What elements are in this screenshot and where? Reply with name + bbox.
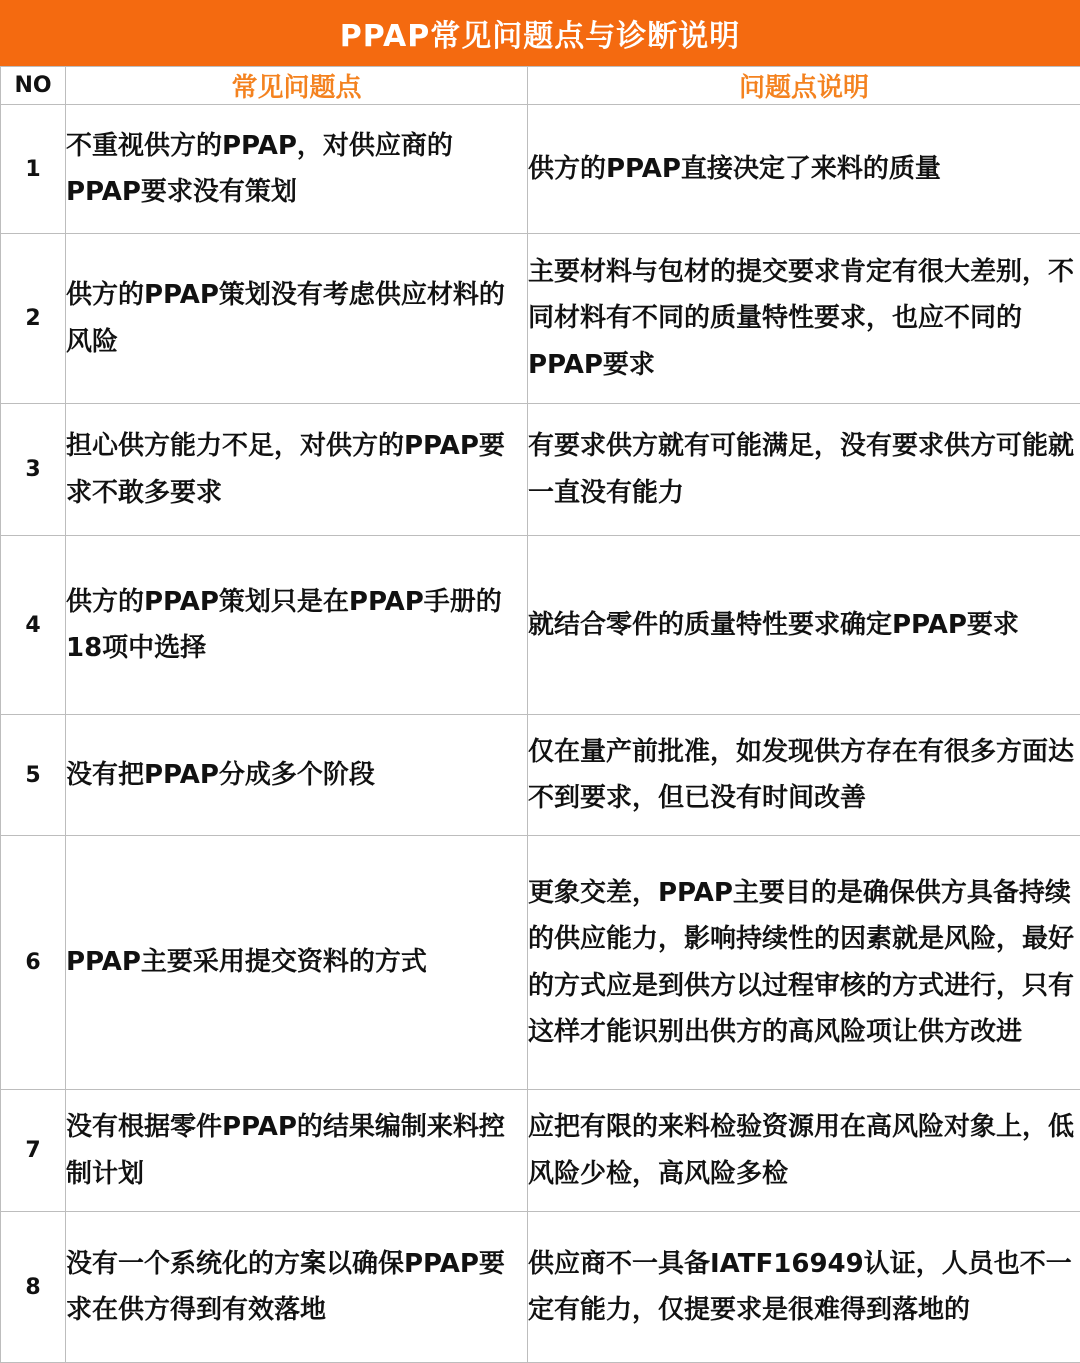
row-number: 7 bbox=[1, 1090, 66, 1212]
header-desc: 问题点说明 bbox=[528, 67, 1080, 105]
desc-cell: 应把有限的来料检验资源用在高风险对象上，低风险少检，高风险多检 bbox=[528, 1090, 1080, 1212]
issue-cell: 担心供方能力不足，对供方的PPAP要求不敢多要求 bbox=[66, 404, 528, 536]
table-row bbox=[1, 1212, 1080, 1363]
header-issue: 常见问题点 bbox=[66, 67, 528, 105]
table-row bbox=[1, 1090, 1080, 1212]
issues-table bbox=[0, 66, 1080, 1363]
issue-cell: PPAP主要采用提交资料的方式 bbox=[66, 836, 528, 1090]
row-number: 3 bbox=[1, 404, 66, 536]
row-number: 2 bbox=[1, 234, 66, 404]
desc-cell: 主要材料与包材的提交要求肯定有很大差别，不同材料有不同的质量特性要求，也应不同的PPAP要求 bbox=[528, 234, 1080, 404]
row-number: 6 bbox=[1, 836, 66, 1090]
issue-cell: 不重视供方的PPAP，对供应商的PPAP要求没有策划 bbox=[66, 105, 528, 234]
desc-cell: 就结合零件的质量特性要求确定PPAP要求 bbox=[528, 536, 1080, 715]
desc-cell: 供应商不一具备IATF16949认证，人员也不一定有能力，仅提要求是很难得到落地的 bbox=[528, 1212, 1080, 1363]
header-no: NO bbox=[1, 67, 66, 105]
desc-cell: 更象交差，PPAP主要目的是确保供方具备持续的供应能力，影响持续性的因素就是风险，最好的方式应是到供方以过程审核的方式进行，只有这样才能识别出供方的高风险项让供方改进 bbox=[528, 836, 1080, 1090]
row-number: 4 bbox=[1, 536, 66, 715]
desc-cell: 有要求供方就有可能满足，没有要求供方可能就一直没有能力 bbox=[528, 404, 1080, 536]
row-number: 5 bbox=[1, 715, 66, 836]
table-row bbox=[1, 404, 1080, 536]
issue-cell: 没有一个系统化的方案以确保PPAP要求在供方得到有效落地 bbox=[66, 1212, 528, 1363]
desc-cell: 供方的PPAP直接决定了来料的质量 bbox=[528, 105, 1080, 234]
table-row bbox=[1, 536, 1080, 715]
issue-cell: 供方的PPAP策划没有考虑供应材料的风险 bbox=[66, 234, 528, 404]
issue-cell: 没有根据零件PPAP的结果编制来料控制计划 bbox=[66, 1090, 528, 1212]
issue-cell: 没有把PPAP分成多个阶段 bbox=[66, 715, 528, 836]
table-header-row bbox=[1, 67, 1080, 105]
page-title: PPAP常见问题点与诊断说明 bbox=[0, 0, 1080, 66]
row-number: 1 bbox=[1, 105, 66, 234]
desc-cell: 仅在量产前批准，如发现供方存在有很多方面达不到要求，但已没有时间改善 bbox=[528, 715, 1080, 836]
table-row bbox=[1, 105, 1080, 234]
table-row bbox=[1, 234, 1080, 404]
issue-cell: 供方的PPAP策划只是在PPAP手册的18项中选择 bbox=[66, 536, 528, 715]
table-row bbox=[1, 836, 1080, 1090]
table-row bbox=[1, 715, 1080, 836]
row-number: 8 bbox=[1, 1212, 66, 1363]
